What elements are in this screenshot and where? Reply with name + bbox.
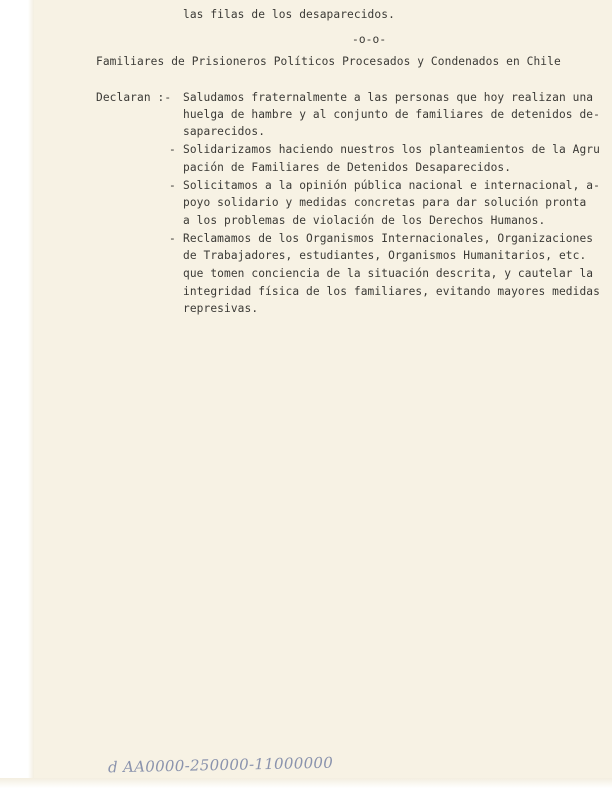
item-4-line-5: represivas. [183, 302, 259, 315]
item-1-line-2: huelga de hambre y al conjunto de familiares de detenidos de- [183, 108, 600, 121]
item-1-line-3: saparecidos. [183, 125, 266, 138]
item-2-marker: - [169, 143, 176, 156]
scan-edge-left [0, 0, 34, 792]
item-3-line-1: Solicitamos a la opinión pública nacional e internacional, a- [183, 179, 600, 192]
item-1-line-1: Saludamos fraternalmente a las personas que hoy realizan una [183, 91, 594, 104]
top-line: las filas de los desaparecidos. [183, 8, 395, 21]
item-2-line-2: pación de Familiares de Detenidos Desaparecidos. [183, 161, 512, 174]
item-4-line-4: integridad física de los familiares, evitando mayores medidas [183, 285, 600, 298]
archive-code-handwritten: d AA0000-250000-11000000 [107, 753, 334, 777]
item-4-line-1: Reclamamos de los Organismos Internacionales, Organizaciones [183, 232, 594, 245]
separator: -o-o- [352, 33, 387, 46]
item-3-line-3: a los problemas de violación de los Derechos Humanos. [183, 214, 546, 227]
item-4-line-3: que tomen conciencia de la situación descrita, y cautelar la [183, 267, 594, 280]
item-3-marker: - [169, 179, 176, 192]
declaration-label: Declaran :- [96, 91, 172, 104]
scan-edge-bottom [0, 778, 612, 792]
item-3-line-2: poyo solidario y medidas concretas para dar solución pronta [183, 196, 587, 209]
item-4-line-2: de Trabajadores, estudiantes, Organismos Humanitarios, etc. [183, 249, 587, 262]
item-4-marker: - [169, 232, 176, 245]
organization-heading: Familiares de Prisioneros Políticos Procesados y Condenados en Chile [96, 55, 561, 68]
item-2-line-1: Solidarizamos haciendo nuestros los planteamientos de la Agru [183, 143, 600, 156]
